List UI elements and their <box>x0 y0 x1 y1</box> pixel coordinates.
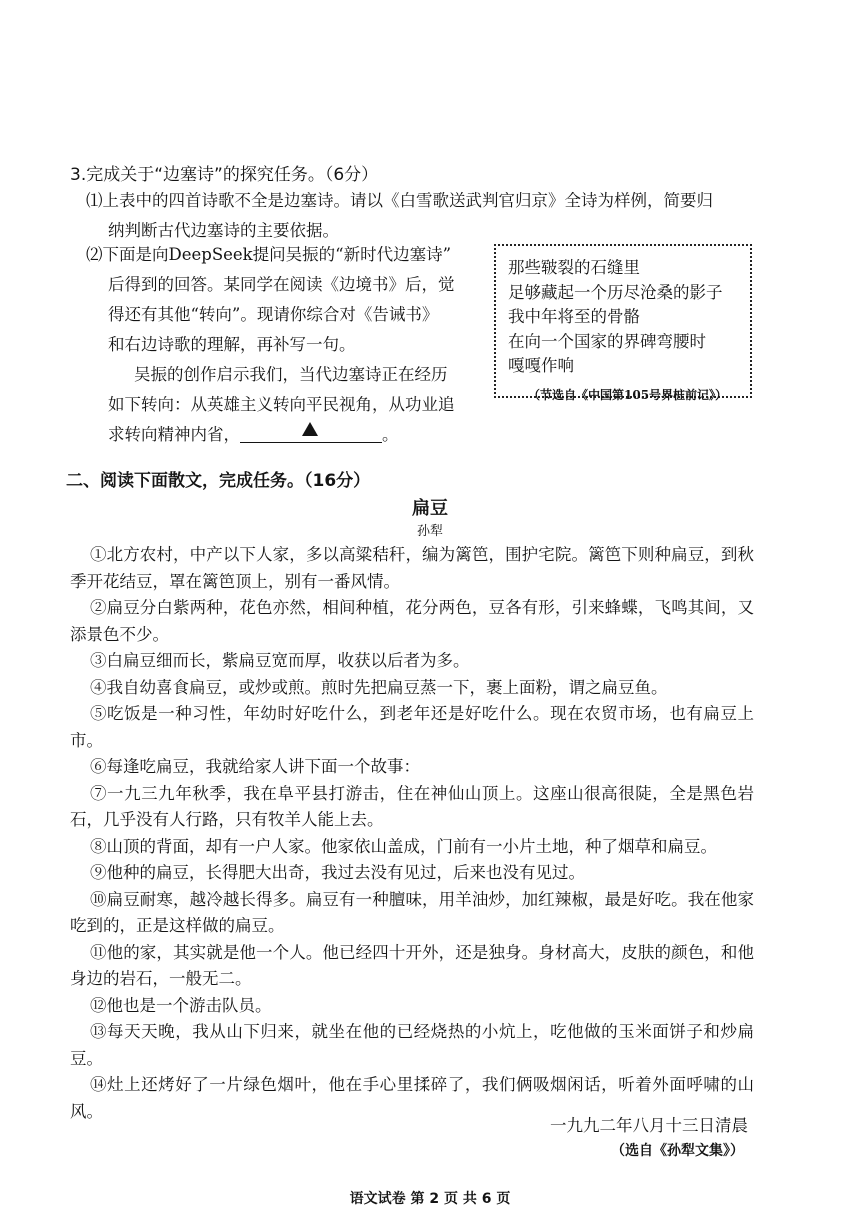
poem-source: （节选自《中国第105号界桩前记》） <box>528 387 728 402</box>
question-3-part-1-line-2: 纳判断古代边塞诗的主要依据。 <box>108 221 339 240</box>
essay-paragraph: ⑦一九三九年秋季，我在阜平县打游击，住在神仙山顶上。这座山很高很陡，全是黑色岩石，几乎没有人行路，只有牧羊人能上去。 <box>70 783 754 829</box>
essay-paragraph: ①北方农村，中产以下人家，多以高粱秸秆，编为篱笆，围护宅院。篱笆下则种扁豆，到秋季开花结豆，罩在篱笆顶上，别有一番风情。 <box>70 545 754 591</box>
answer-line-3-start: 求转向精神内省， <box>108 425 240 444</box>
poem-line: 在向一个国家的界碑弯腰时 <box>508 331 706 351</box>
question-3-part-2-line-1: ⑵下面是向DeepSeek提问吴振的“新时代边塞诗” <box>86 245 452 264</box>
essay-author: 孙犁 <box>416 524 443 539</box>
answer-line-2: 如下转向：从英雄主义转向平民视角，从功业追 <box>108 395 455 414</box>
question-3-part-2 <box>86 240 482 450</box>
poem-excerpt-box <box>494 244 752 402</box>
answer-line-1: 吴振的创作启示我们，当代边塞诗正在经历 <box>134 365 448 384</box>
question-3-part-1 <box>86 186 762 246</box>
essay-paragraph: ⑭灶上还烤好了一片绿色烟叶，他在手心里揉碎了，我们俩吸烟闲话，听着外面呼啸的山风。 <box>70 1075 754 1121</box>
essay-title: 扁豆 <box>412 498 448 519</box>
essay-paragraph: ⑧山顶的背面，却有一户人家。他家依山盖成，门前有一小片土地，种了烟草和扁豆。 <box>90 836 717 856</box>
question-3-part-2-line-4: 和右边诗歌的理解，再补写一句。 <box>108 335 356 354</box>
section-2-heading: 二、阅读下面散文，完成任务。（16分） <box>66 471 371 491</box>
page-footer: 语文试卷 第 2 页 共 6 页 <box>349 1191 511 1207</box>
essay-paragraph: ⑨他种的扁豆，长得肥大出奇，我过去没有见过，后来也没有见过。 <box>90 863 585 882</box>
essay-paragraph: ⑤吃饭是一种习性，年幼时好吃什么，到老年还是好吃什么。现在农贸市场，也有扁豆上市。 <box>70 704 754 750</box>
poem-line: 足够藏起一个历尽沧桑的影子 <box>508 282 723 302</box>
poem-line: 嘎嘎作响 <box>508 356 574 375</box>
essay-paragraph: ④我自幼喜食扁豆，或炒或煎。煎时先把扁豆蒸一下，裹上面粉，谓之扁豆鱼。 <box>90 677 668 697</box>
essay-paragraph: ⑩扁豆耐寒，越冷越长得多。扁豆有一种膻味，用羊油炒，加红辣椒，最是好吃。我在他家吃到的，正是这样做的扁豆。 <box>70 889 754 935</box>
essay-paragraph: ②扁豆分白紫两种，花色亦然，相间种植，花分两色，豆各有形，引来蜂蝶，飞鸣其间，又添景色不少。 <box>70 598 754 644</box>
essay-body <box>70 542 754 1125</box>
triangle-icon <box>302 422 318 436</box>
question-3-part-1-line-1: ⑴上表中的四首诗歌不全是边塞诗。请以《白雪歌送武判官归京》全诗为样例，简要归 <box>86 191 713 210</box>
essay-paragraph: ③白扁豆细而长，紫扁豆宽而厚，收获以后者为多。 <box>90 651 470 670</box>
essay-paragraph: ⑫他也是一个游击队员。 <box>90 995 272 1015</box>
essay-paragraph: ⑬每天天晚，我从山下归来，就坐在他的已经烧热的小炕上，吃他做的玉米面饼子和炒扁豆。 <box>70 1022 754 1068</box>
essay-paragraph: ⑥每逢吃扁豆，我就给家人讲下面一个故事： <box>90 757 420 776</box>
essay-paragraph: ⑪他的家，其实就是他一个人。他已经四十开外，还是独身。身材高大，皮肤的颜色，和他身边的岩石，一般无二。 <box>70 942 754 988</box>
question-3-title: 3.完成关于“边塞诗”的探究任务。（6分） <box>70 165 379 185</box>
poem-line: 那些皲裂的石缝里 <box>508 258 640 277</box>
question-3-part-2-line-2: 后得到的回答。某同学在阅读《边境书》后，觉 <box>108 275 455 294</box>
poem-line: 我中年将至的骨骼 <box>508 307 640 326</box>
answer-blank[interactable] <box>240 422 382 443</box>
essay-date: 一九九二年八月十三日清晨 <box>550 1116 748 1135</box>
answer-line-3-end: 。 <box>382 425 399 444</box>
question-3-part-2-line-3: 得还有其他“转向”。现请你综合对《告诫书》 <box>108 305 439 324</box>
essay-source: （选自《孙犁文集》） <box>611 1143 744 1159</box>
answer-line-3 <box>86 420 482 450</box>
